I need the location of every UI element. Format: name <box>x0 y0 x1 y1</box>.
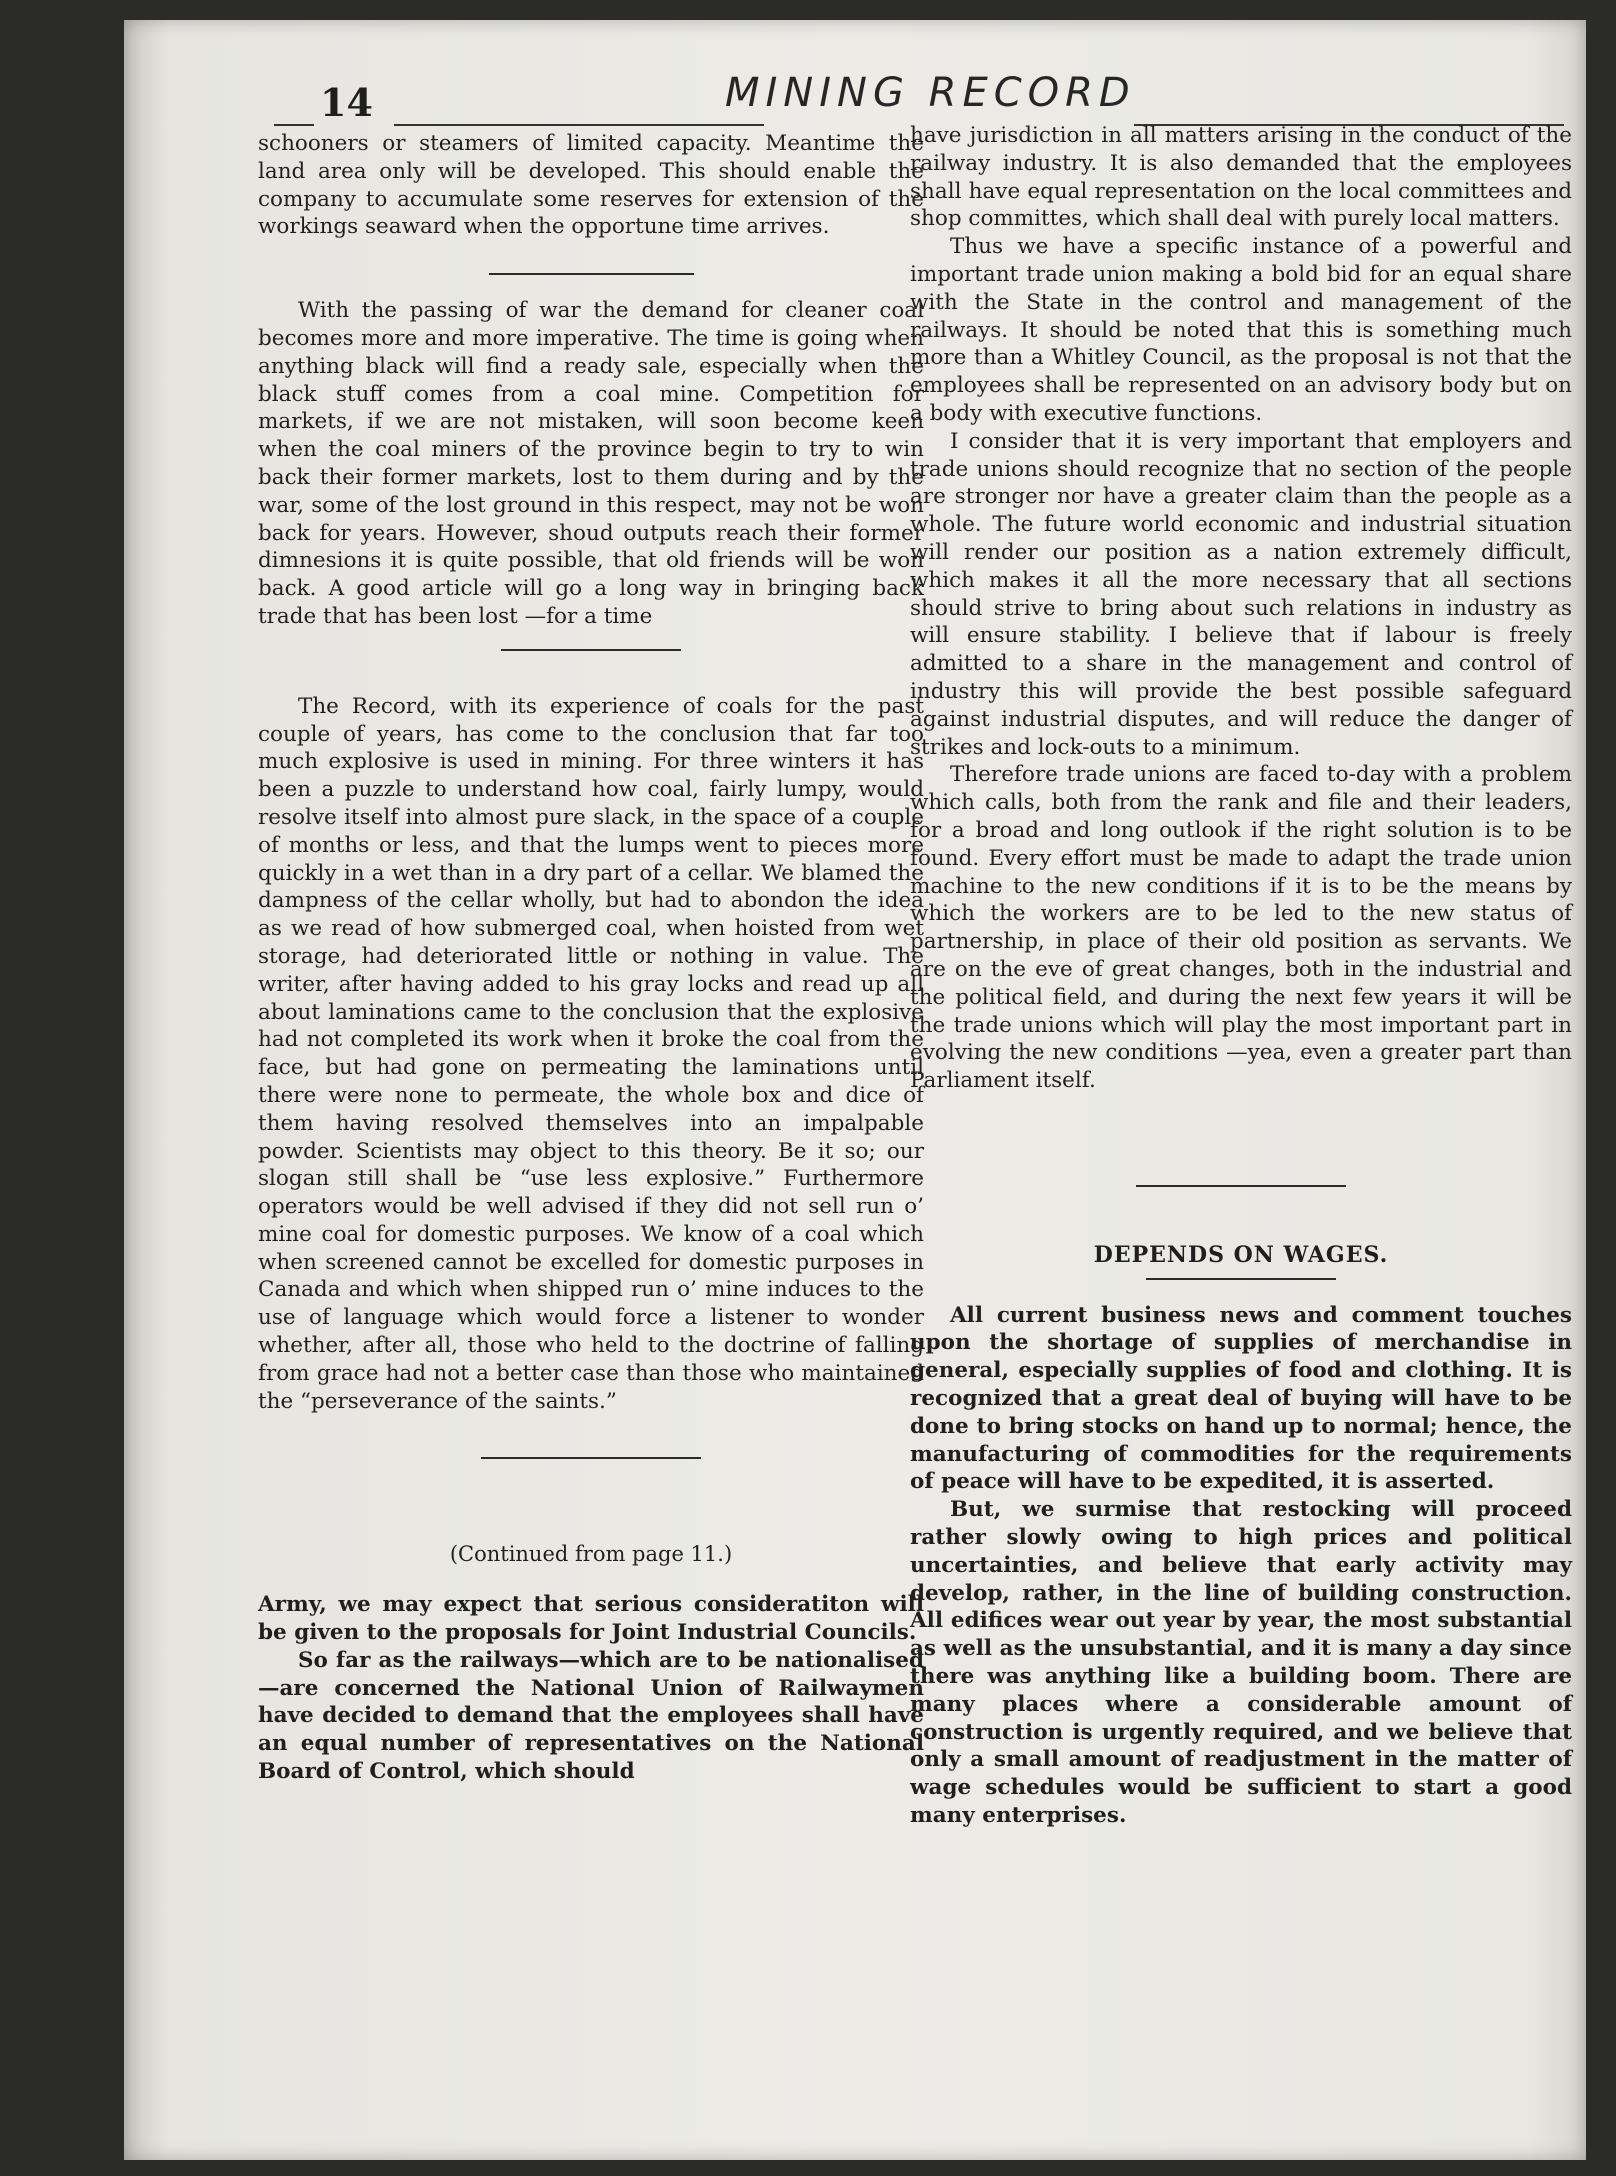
section-divider <box>481 1457 701 1459</box>
heading-underline <box>1146 1278 1336 1280</box>
article-heading: DEPENDS ON WAGES. <box>1093 1241 1389 1268</box>
right-column <box>910 122 1572 1830</box>
page-number: 14 <box>320 80 373 125</box>
header-rule-mid <box>394 124 764 126</box>
article-paragraph: But, we surmise that restocking will proceed rather slowly owing to high prices and political uncertainties, and believe that early activity may develop, rather, in the line of building construction. All edifices wear out year by year, the most substantial as well as the unsubstantial, and it is many a day since there was anything like a building boom. There are many places where a considerable amount of construction is urgently required, and we believe that only a small amount of readjustment in the matter of wage schedules would be sufficient to start a good many enterprises. <box>910 1497 1572 1829</box>
section-divider <box>501 649 681 651</box>
masthead-title: MINING RECORD <box>725 70 1136 116</box>
article-paragraph: Therefore trade unions are faced to-day with a problem which calls, both from the rank and file and their leaders, for a broad and long outlook if the right solution is to be found. Every effort must be made to adapt the trade union machine to the new conditions if it is to be the means by which the workers are to be led to the new status of partnership, in place of their old position as servants. We are on the eve of great changes, both in the industrial and the political field, and during the next few years it will be the trade unions which will play the most important part in evolving the new conditions —yea, even a greater part than Parliament itself. <box>910 762 1572 1094</box>
article-paragraph: All current business news and comment touches upon the shortage of supplies of merchandise in general, especially supplies of food and clothing. It is recognized that a great deal of buying will have to be done to bring stocks on hand up to normal; hence, the manufacturing of commodities for the requirements of peace will have to be expedited, it is asserted. <box>910 1302 1572 1495</box>
article-paragraph: Thus we have a specific instance of a powerful and important trade union making a bold bid for an equal share with the State in the control and management of the railways. It should be noted that this is something much more than a Whitley Council, as the proposal is not that the employees shall be represented on an advisory body but on a body with executive functions. <box>910 234 1572 426</box>
article-paragraph: With the passing of war the demand for cleaner coal becomes more and more imperative. The time is going when anything black will find a ready sale, especially when the black stuff comes from a coal mine. Competition for markets, if we are not mistaken, will soon become keen when the coal miners of the province begin to try to win back their former markets, lost to them during and by the war, some of the lost ground in this respect, may not be won back for years. However, shoud outputs reach their former dimnesions it is quite possible, that old friends will be won back. A good article will go a long way in bringing back trade that has been lost —for a time <box>258 298 924 629</box>
section-divider <box>489 273 694 275</box>
continued-note: (Continued from page 11.) <box>449 1542 733 1567</box>
article-paragraph: have jurisdiction in all matters arising in the conduct of the railway industry. It is also demanded that the employees shall have equal representation on the local committees and shop committes, which shall deal with purely local matters. <box>910 123 1572 232</box>
article-paragraph: Army, we may expect that serious consideratiton will be given to the proposals for Joint Industrial Councils. <box>258 1592 924 1646</box>
article-paragraph: The Record, with its experience of coals for the past couple of years, has come to the conclusion that far too much explosive is used in mining. For three winters it has been a puzzle to understand how coal, fairly lumpy, would resolve itself into almost pure slack, in the space of a couple of months or less, and that the lumps went to pieces more quickly in a wet than in a dry part of a cellar. We blamed the dampness of the cellar wholly, but had to abondon the idea as we read of how submerged coal, when hoisted from wet storage, had deteriorated little or nothing in value. The writer, after having added to his gray locks and read up all about laminations came to the conclusion that the explosive had not completed its work when it broke the coal from the face, but had gone on permeating the laminations until there were none to permeate, the whole box and dice of them having resolved themselves into an impalpable powder. Scientists may object to this theory. Be it so; our slogan still shall be “use less explosive.” Furthermore operators would be well advised if they did not sell run o’ mine coal for domestic purposes. We know of a coal which when screened cannot be excelled for domestic purposes in Canada and which when shipped run o’ mine induces to the use of language which would force a listener to wonder whether, after all, those who held to the doctrine of falling from grace had not a better case than those who maintained the “perseverance of the saints.” <box>258 693 924 1414</box>
article-paragraph: schooners or steamers of limited capacity. Meantime the land area only will be developed. This should enable the company to accumulate some reserves for extension of the workings seaward when the opportune time arrives. <box>258 131 924 240</box>
left-column <box>258 130 924 1786</box>
article-paragraph: So far as the railways—which are to be nationalised—are concerned the National Union of Railwaymen have decided to demand that the employees shall have an equal number of representatives on the National Board of Control, which should <box>258 1647 924 1785</box>
section-divider <box>1136 1185 1346 1187</box>
article-paragraph: I consider that it is very important that employers and trade unions should recognize that no section of the people are stronger nor have a greater claim than the people as a whole. The future world economic and industrial situation will render our position as a nation extremely difficult, which makes it all the more necessary that all sections should strive to bring about such relations in industry as will ensure stability. I believe that if labour is freely admitted to a share in the management and control of industry this will provide the best possible safeguard against industrial disputes, and will reduce the danger of strikes and lock-outs to a minimum. <box>910 428 1572 760</box>
header-rule-left <box>274 124 314 126</box>
